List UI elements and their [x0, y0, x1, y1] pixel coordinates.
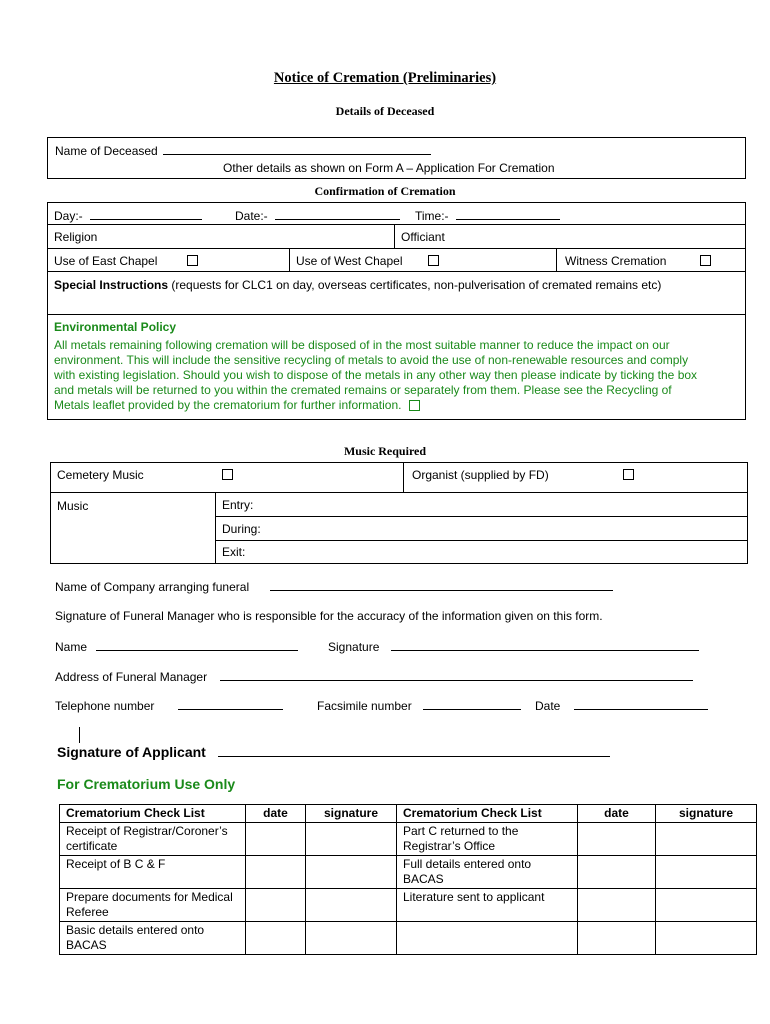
- check-signature-cell[interactable]: [656, 856, 757, 889]
- applicant-signature-field[interactable]: [218, 743, 610, 757]
- applicant-signature-row: [57, 743, 610, 760]
- check-signature-cell[interactable]: [306, 922, 397, 955]
- check-date-cell[interactable]: [578, 889, 656, 922]
- music-entry-cell[interactable]: [215, 492, 748, 517]
- check-date-cell[interactable]: [578, 922, 656, 955]
- deceased-name-label: Name of Deceased: [55, 144, 158, 158]
- music-exit-cell[interactable]: [215, 540, 748, 564]
- check-item-left: Basic details entered onto BACAS: [60, 922, 246, 955]
- check-item-left: Receipt of Registrar/Coroner’s certificate: [60, 823, 246, 856]
- details-heading: Details of Deceased: [335, 104, 435, 118]
- check-date-cell[interactable]: [246, 922, 306, 955]
- check-date-cell[interactable]: [578, 856, 656, 889]
- check-item-right: Literature sent to applicant: [397, 889, 578, 922]
- witness-cell: [556, 248, 746, 272]
- check-table-header: [60, 805, 757, 823]
- west-chapel-cell: [289, 248, 557, 272]
- crematorium-use-heading: For Crematorium Use Only: [57, 776, 236, 792]
- officiant-cell[interactable]: [394, 224, 746, 249]
- signature-header-left: signature: [306, 805, 397, 823]
- music-during-label: During:: [222, 522, 261, 536]
- env-line-4: and metals will be returned to you within the cremated remains or separately from them. Please see the Recycling of: [54, 383, 672, 397]
- east-chapel-label: Use of East Chapel: [54, 254, 158, 268]
- fax-field[interactable]: [423, 698, 521, 710]
- check-date-cell[interactable]: [578, 823, 656, 856]
- check-item-right: [397, 922, 578, 955]
- manager-name-row: [55, 639, 298, 654]
- organist-checkbox[interactable]: [623, 469, 634, 480]
- day-label: Day:-: [54, 209, 83, 223]
- company-row: [55, 579, 613, 594]
- music-entry-label: Entry:: [222, 498, 254, 512]
- crematorium-check-table: [59, 804, 757, 955]
- other-details-text: Other details as shown on Form A – Application For Cremation: [223, 161, 555, 175]
- check-signature-cell[interactable]: [306, 856, 397, 889]
- east-chapel-checkbox[interactable]: [187, 255, 198, 266]
- table-row: [60, 922, 757, 955]
- text-cursor: [79, 727, 80, 743]
- page-title: Notice of Cremation (Preliminaries): [273, 70, 497, 86]
- witness-label: Witness Cremation: [565, 254, 667, 268]
- special-instructions-label: Special Instructions: [54, 278, 169, 292]
- check-signature-cell[interactable]: [306, 889, 397, 922]
- company-label: Name of Company arranging funeral: [55, 580, 250, 594]
- fax-row: [317, 698, 521, 713]
- music-label: Music: [57, 499, 89, 513]
- manager-name-label: Name: [55, 640, 88, 654]
- date-field[interactable]: [275, 208, 400, 220]
- music-during-cell[interactable]: [215, 516, 748, 541]
- manager-date-label: Date: [535, 699, 561, 713]
- manager-name-field[interactable]: [96, 639, 298, 651]
- special-instructions-cell[interactable]: [47, 271, 746, 315]
- time-field[interactable]: [456, 208, 560, 220]
- music-heading: Music Required: [343, 444, 427, 458]
- check-date-cell[interactable]: [246, 823, 306, 856]
- fax-label: Facsimile number: [317, 699, 412, 713]
- env-line-2: environment. This will include the sensitive recycling of metals to avoid the use of non-renewable resources and comply: [54, 353, 689, 367]
- day-field[interactable]: [90, 208, 202, 220]
- telephone-field[interactable]: [178, 698, 283, 710]
- special-instructions-note: (requests for CLC1 on day, overseas certificates, non-pulverisation of cremated remains etc): [168, 278, 662, 292]
- cemetery-music-label: Cemetery Music: [57, 468, 144, 482]
- metals-return-checkbox[interactable]: [409, 400, 420, 411]
- witness-checkbox[interactable]: [700, 255, 711, 266]
- check-signature-cell[interactable]: [656, 922, 757, 955]
- signature-header-right: signature: [656, 805, 757, 823]
- date-header-right: date: [578, 805, 656, 823]
- manager-date-field[interactable]: [574, 698, 708, 710]
- check-item-right: Part C returned to the Registrar’s Office: [397, 823, 578, 856]
- environmental-policy-text: [54, 338, 739, 413]
- check-item-right: Full details entered onto BACAS: [397, 856, 578, 889]
- music-exit-label: Exit:: [222, 545, 246, 559]
- manager-address-field[interactable]: [220, 669, 693, 681]
- applicant-signature-label: Signature of Applicant: [57, 744, 206, 760]
- telephone-row: [55, 698, 283, 713]
- table-row: [60, 856, 757, 889]
- check-signature-cell[interactable]: [656, 823, 757, 856]
- religion-cell[interactable]: [47, 224, 395, 249]
- date-label: Date:-: [235, 209, 268, 223]
- manager-signature-label: Signature: [328, 640, 380, 654]
- check-item-left: Receipt of B C & F: [60, 856, 246, 889]
- company-field[interactable]: [270, 579, 613, 591]
- time-label: Time:-: [415, 209, 449, 223]
- manager-address-label: Address of Funeral Manager: [55, 670, 208, 684]
- env-line-1: All metals remaining following cremation will be disposed of in the most suitable manner to reduce the impact on our: [54, 338, 670, 352]
- check-signature-cell[interactable]: [656, 889, 757, 922]
- signature-statement: Signature of Funeral Manager who is responsible for the accuracy of the information given on this form.: [55, 609, 603, 623]
- deceased-name-field[interactable]: [163, 143, 431, 155]
- check-signature-cell[interactable]: [306, 823, 397, 856]
- table-row: [60, 889, 757, 922]
- check-date-cell[interactable]: [246, 889, 306, 922]
- cemetery-music-checkbox[interactable]: [222, 469, 233, 480]
- deceased-name-row: [55, 143, 431, 158]
- env-line-5: Metals leaflet provided by the crematorium for further information.: [54, 398, 402, 412]
- west-chapel-label: Use of West Chapel: [296, 254, 403, 268]
- cemetery-music-cell: [50, 462, 404, 493]
- confirmation-heading: Confirmation of Cremation: [314, 184, 456, 198]
- officiant-label: Officiant: [401, 230, 445, 244]
- west-chapel-checkbox[interactable]: [428, 255, 439, 266]
- environmental-policy-heading: Environmental Policy: [54, 320, 177, 334]
- check-date-cell[interactable]: [246, 856, 306, 889]
- telephone-label: Telephone number: [55, 699, 155, 713]
- east-chapel-cell: [47, 248, 290, 272]
- environmental-policy-box: [47, 314, 746, 420]
- check-list-header-right: Crematorium Check List: [397, 805, 578, 823]
- organist-cell: [403, 462, 748, 493]
- env-line-3: with existing legislation. Should you wish to dispose of the metals in any other way then please indicate by ticking the box: [54, 368, 698, 382]
- manager-address-row: [55, 669, 693, 684]
- deceased-box: [47, 137, 746, 179]
- organist-label: Organist (supplied by FD): [412, 468, 549, 482]
- table-row: [60, 823, 757, 856]
- day-date-time-row: [47, 202, 746, 225]
- manager-signature-row: [328, 639, 699, 654]
- check-list-header-left: Crematorium Check List: [60, 805, 246, 823]
- music-cell: [50, 492, 216, 564]
- religion-label: Religion: [54, 230, 98, 244]
- manager-signature-field[interactable]: [391, 639, 699, 651]
- date-header-left: date: [246, 805, 306, 823]
- manager-date-row: [535, 698, 708, 713]
- check-item-left: Prepare documents for Medical Referee: [60, 889, 246, 922]
